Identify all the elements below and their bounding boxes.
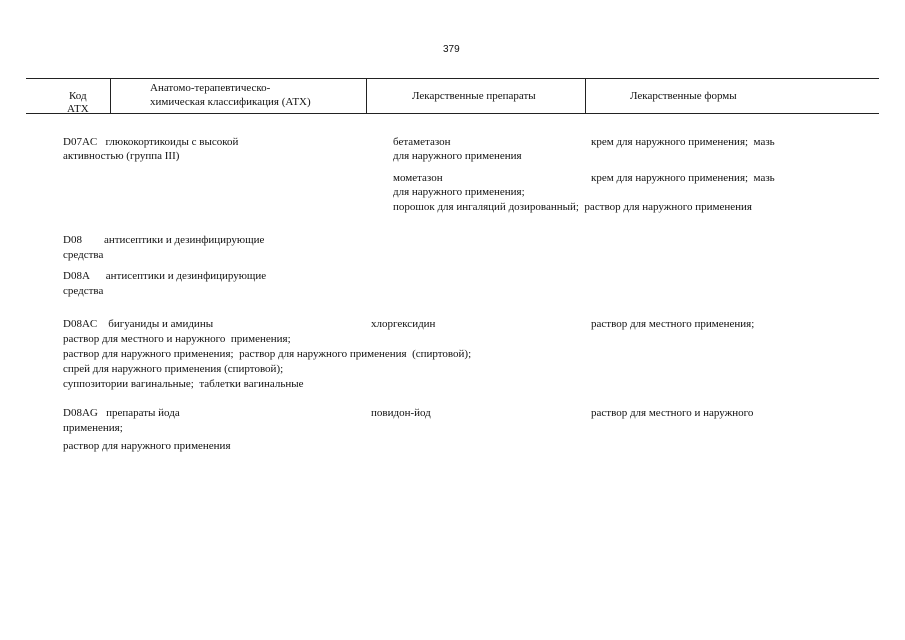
row-d07ac-drug-2: мометазон <box>393 172 443 184</box>
row-d08ac-cont-2: раствор для наружного применения; раствор для наружного применения (спиртовой); <box>63 348 472 360</box>
row-d07ac-drug-1: бетаметазон <box>393 136 451 148</box>
header-divider-3 <box>585 78 586 113</box>
row-d07ac-classification: D07AC глюкокортикоиды с высокой <box>63 136 239 148</box>
row-d07ac-drug-2-cont: для наружного применения; <box>393 186 525 198</box>
row-d08a-classification-cont: средства <box>63 285 104 297</box>
row-d08ag-drug: повидон-йод <box>371 407 431 419</box>
header-bottom-rule <box>26 113 879 114</box>
row-d08-classification: D08 антисептики и дезинфицирующие <box>63 234 265 246</box>
row-d08ag-cont-1: применения; <box>63 422 123 434</box>
row-d08ac-cont-1: раствор для местного и наружного применения; <box>63 333 291 345</box>
row-d08ac-cont-4: суппозитории вагинальные; таблетки вагинальные <box>63 378 304 390</box>
row-d07ac-form-1: крем для наружного применения; мазь <box>591 136 775 148</box>
row-d07ac-form-2: крем для наружного применения; мазь <box>591 172 775 184</box>
row-d08ac-classification: D08AC бигуаниды и амидины <box>63 318 214 330</box>
header-drugs-label: Лекарственные препараты <box>412 90 536 102</box>
header-atc-label-2: химическая классификация (АТХ) <box>150 96 311 108</box>
row-d08ac-form: раствор для местного применения; <box>591 318 755 330</box>
row-d08ac-cont-3: спрей для наружного применения (спиртовой); <box>63 363 284 375</box>
row-d08a-classification: D08A антисептики и дезинфицирующие <box>63 270 267 282</box>
row-d08ag-form: раствор для местного и наружного <box>591 407 754 419</box>
header-forms-label: Лекарственные формы <box>630 90 737 102</box>
header-atc-label: Анатомо-терапевтическо- <box>150 82 271 94</box>
row-d07ac-classification-cont: активностью (группа III) <box>63 150 180 162</box>
row-d07ac-drug-2-cont-2: порошок для ингаляций дозированный; раствор для наружного применения <box>393 201 752 213</box>
page-number: 379 <box>443 44 460 55</box>
header-code-label: Код <box>69 90 87 102</box>
header-top-rule <box>26 78 879 79</box>
header-divider-2 <box>366 78 367 113</box>
header-code-label-2: АТХ <box>67 103 89 115</box>
header-divider-1 <box>110 78 111 113</box>
row-d08ag-cont-2: раствор для наружного применения <box>63 440 231 452</box>
row-d08ag-classification: D08AG препараты йода <box>63 407 180 419</box>
row-d08-classification-cont: средства <box>63 249 104 261</box>
row-d08ac-drug: хлоргексидин <box>371 318 436 330</box>
row-d07ac-drug-1-cont: для наружного применения <box>393 150 522 162</box>
